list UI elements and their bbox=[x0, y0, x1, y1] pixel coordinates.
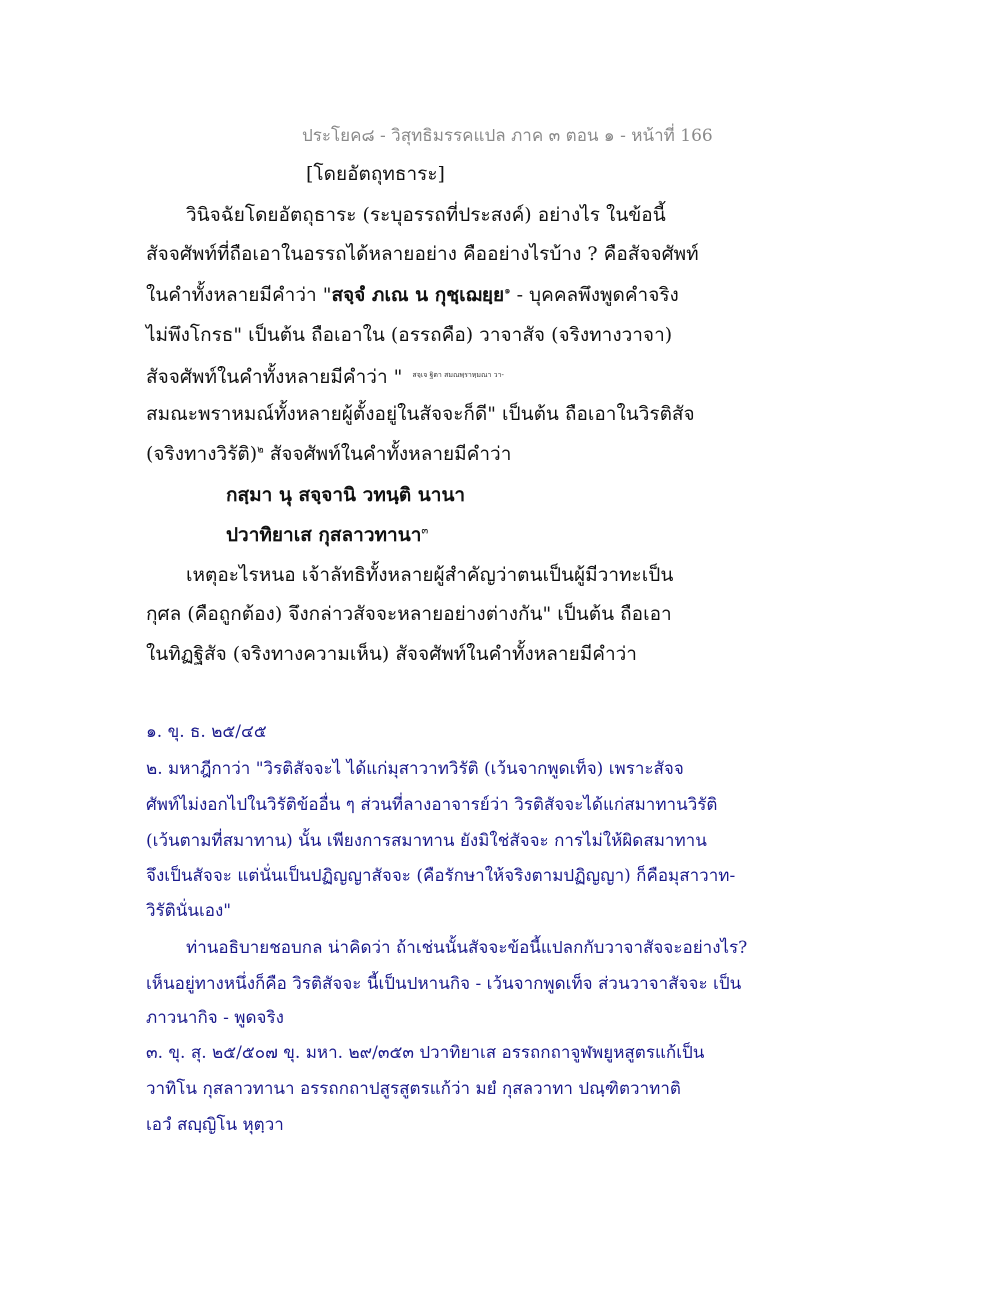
paragraph-2-line-2: กุศล (คือถูกต้อง) จึงกล่าวสัจจะหลายอย่างต่างกัน" เป็นต้น ถือเอา bbox=[146, 603, 672, 625]
paragraph-2-line-1: เหตุอะไรหนอ เจ้าลัทธิทั้งหลายผู้สำคัญว่าตนเป็นผู้มีวาทะเป็น bbox=[186, 564, 674, 586]
footnote-3-line-3: เอวํ สญฺญิโน หุตฺวา bbox=[146, 1115, 284, 1135]
footnote-2-line-6: ท่านอธิบายชอบกล น่าคิดว่า ถ้าเช่นนั้นสัจจะข้อนี้แปลกกับวาจาสัจจะอย่างไร? bbox=[186, 938, 748, 958]
p1-l3-text-a: ในคำทั้งหลายมีคำว่า " bbox=[146, 284, 332, 306]
footnote-ref-1[interactable]: ๑ bbox=[504, 285, 511, 297]
verse-line-2-text: ปวาทิยาเส กุสลาวทานา bbox=[226, 524, 422, 546]
p1-l5-text-a: สัจจศัพท์ในคำทั้งหลายมีคำว่า " bbox=[146, 366, 403, 388]
footnote-2-line-1: ๒. มหาฎีกาว่า "วิรติสัจจะไ ได้แก่มุสาวาทวิรัติ (เว้นจากพูดเท็จ) เพราะสัจจ bbox=[146, 759, 684, 779]
paragraph-1-line-5 bbox=[146, 361, 504, 391]
running-head: ประโยค๘ - วิสุทธิมรรคแปล ภาค ๓ ตอน ๑ - หน้าที่ 166 bbox=[302, 126, 713, 146]
paragraph-1-line-4: ไม่พึงโกรธ" เป็นต้น ถือเอาใน (อรรถคือ) วาจาสัจ (จริงทางวาจา) bbox=[146, 324, 673, 346]
footnote-3-line-1: ๓. ขุ. สุ. ๒๕/๕๐๗ ขุ. มหา. ๒๙/๓๕๓ ปวาทิยาเส อรรถกถาจูฬพยูหสูตรแก้เป็น bbox=[146, 1043, 705, 1063]
paragraph-1-line-6: สมณะพราหมณ์ทั้งหลายผู้ตั้งอยู่ในสัจจะก็ดี" เป็นต้น ถือเอาในวิรติสัจ bbox=[146, 403, 695, 425]
p1-l7-text-a: (จริงทางวิรัติ) bbox=[146, 443, 258, 465]
footnote-3-line-2: วาทิโน กุสลาวทานา อรรถกถาปสูรสูตรแก้ว่า มยํ กุสลวาทา ปณฺฑิตวาทาติ bbox=[146, 1079, 681, 1099]
pali-quote-2: สจฺเจ ฐิตา สมณพฺราหฺมณา วา- bbox=[412, 371, 504, 379]
footnote-2-line-4: จึงเป็นสัจจะ แต่นั่นเป็นปฏิญญาสัจจะ (คือรักษาให้จริงตามปฏิญญา) ก็คือมุสาวาท- bbox=[146, 866, 736, 886]
paragraph-1-line-3 bbox=[146, 281, 679, 309]
pali-quote-1: สจฺจํ ภเณ น กุชฺเฌยฺย bbox=[331, 284, 505, 306]
footnote-ref-3[interactable]: ๓ bbox=[421, 525, 429, 537]
footnote-2-line-5: วิรัตินั่นเอง" bbox=[146, 901, 232, 921]
footnote-2-line-3: (เว้นตามที่สมาทาน) นั้น เพียงการสมาทาน ยังมิใช่สัจจะ การไม่ให้ผิดสมาทาน bbox=[146, 831, 707, 851]
footnote-2-line-2: ศัพท์ไม่งอกไปในวิรัติข้ออื่น ๆ ส่วนที่ลางอาจารย์ว่า วิรติสัจจะได้แก่สมาทานวิรัติ bbox=[146, 795, 718, 815]
p1-l7-text-b: สัจจศัพท์ในคำทั้งหลายมีคำว่า bbox=[263, 443, 512, 465]
footnote-ref-2[interactable]: ๒ bbox=[257, 444, 264, 456]
footnote-1: ๑. ขุ. ธ. ๒๕/๔๕ bbox=[146, 722, 267, 742]
paragraph-2-line-3: ในทิฏฐิสัจ (จริงทางความเห็น) สัจจศัพท์ในคำทั้งหลายมีคำว่า bbox=[146, 643, 637, 665]
section-title: [โดยอัตถุทธาระ] bbox=[306, 163, 445, 185]
paragraph-1-line-1: วินิจฉัยโดยอัตถุธาระ (ระบุอรรถที่ประสงค์) อย่างไร ในข้อนี้ bbox=[186, 204, 666, 226]
verse-line-2 bbox=[226, 521, 428, 549]
footnote-2-line-8: ภาวนากิจ - พูดจริง bbox=[146, 1008, 284, 1028]
paragraph-1-line-7 bbox=[146, 440, 511, 468]
p1-l3-text-c: - บุคคลพึงพูดคำจริง bbox=[510, 284, 679, 306]
verse-line-1: กสฺมา นุ สจฺจานิ วทนฺติ นานา bbox=[226, 484, 466, 506]
footnote-2-line-7: เห็นอยู่ทางหนึ่งก็คือ วิรติสัจจะ นี้เป็นปหานกิจ - เว้นจากพูดเท็จ ส่วนวาจาสัจจะ เป็น bbox=[146, 974, 742, 994]
paragraph-1-line-2: สัจจศัพท์ที่ถือเอาในอรรถได้หลายอย่าง คืออย่างไรบ้าง ? คือสัจจศัพท์ bbox=[146, 243, 699, 265]
